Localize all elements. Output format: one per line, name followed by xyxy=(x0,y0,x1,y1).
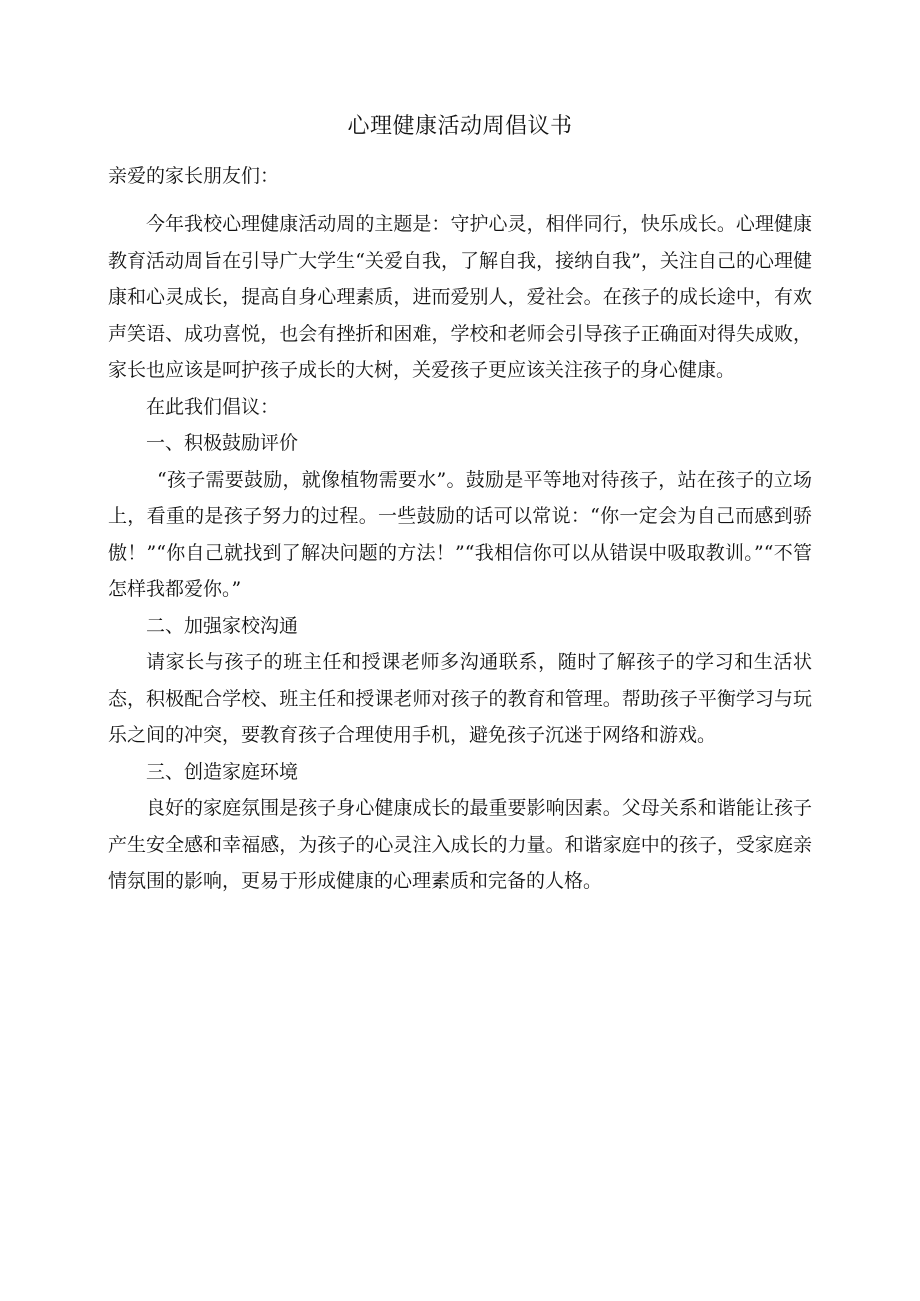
section-paragraph-1: “孩子需要鼓励，就像植物需要水”。鼓励是平等地对待孩子，站在孩子的立场上，看重的是孩子努力的过程。一些鼓励的话可以常说：“你一定会为自己而感到骄傲！”“你自己就找到了解决问题的方法！”“我相信你可以从错误中吸取教训。”“不管怎样我都爱你。” xyxy=(108,468,812,600)
document-body xyxy=(108,206,812,900)
section-heading-3: 三、创造家庭环境 xyxy=(146,760,299,783)
section-paragraph-3: 良好的家庭氛围是孩子身心健康成长的最重要影响因素。父母关系和谐能让孩子产生安全感和幸福感，为孩子的心灵注入成长的力量。和谐家庭中的孩子，受家庭亲情氛围的影响，更易于形成健康的心理素质和完备的人格。 xyxy=(108,797,812,892)
section-paragraph-2: 请家长与孩子的班主任和授课老师多沟通联系，随时了解孩子的学习和生活状态，积极配合学校、班主任和授课老师对孩子的教育和管理。帮助孩子平衡学习与玩乐之间的冲突，要教育孩子合理使用手机，避免孩子沉迷于网络和游戏。 xyxy=(108,651,812,746)
section-heading-1: 一、积极鼓励评价 xyxy=(146,432,299,454)
section-heading-2: 二、加强家校沟通 xyxy=(146,614,299,637)
proposal-lead: 在此我们倡议： xyxy=(146,395,280,418)
intro-paragraph: 今年我校心理健康活动周的主题是：守护心灵，相伴同行，快乐成长。心理健康教育活动周旨在引导广大学生“关爱自我，了解自我，接纳自我”，关注自己的心理健康和心灵成长，提高自身心理素质，进而爱别人，爱社会。在孩子的成长途中，有欢声笑语、成功喜悦，也会有挫折和困难，学校和老师会引导孩子正确面对得失成败，家长也应该是呵护孩子成长的大树，关爱孩子更应该关注孩子的身心健康。 xyxy=(108,213,812,381)
document-title: 心理健康活动周倡议书 xyxy=(347,114,573,139)
greeting: 亲爱的家长朋友们： xyxy=(108,165,280,187)
